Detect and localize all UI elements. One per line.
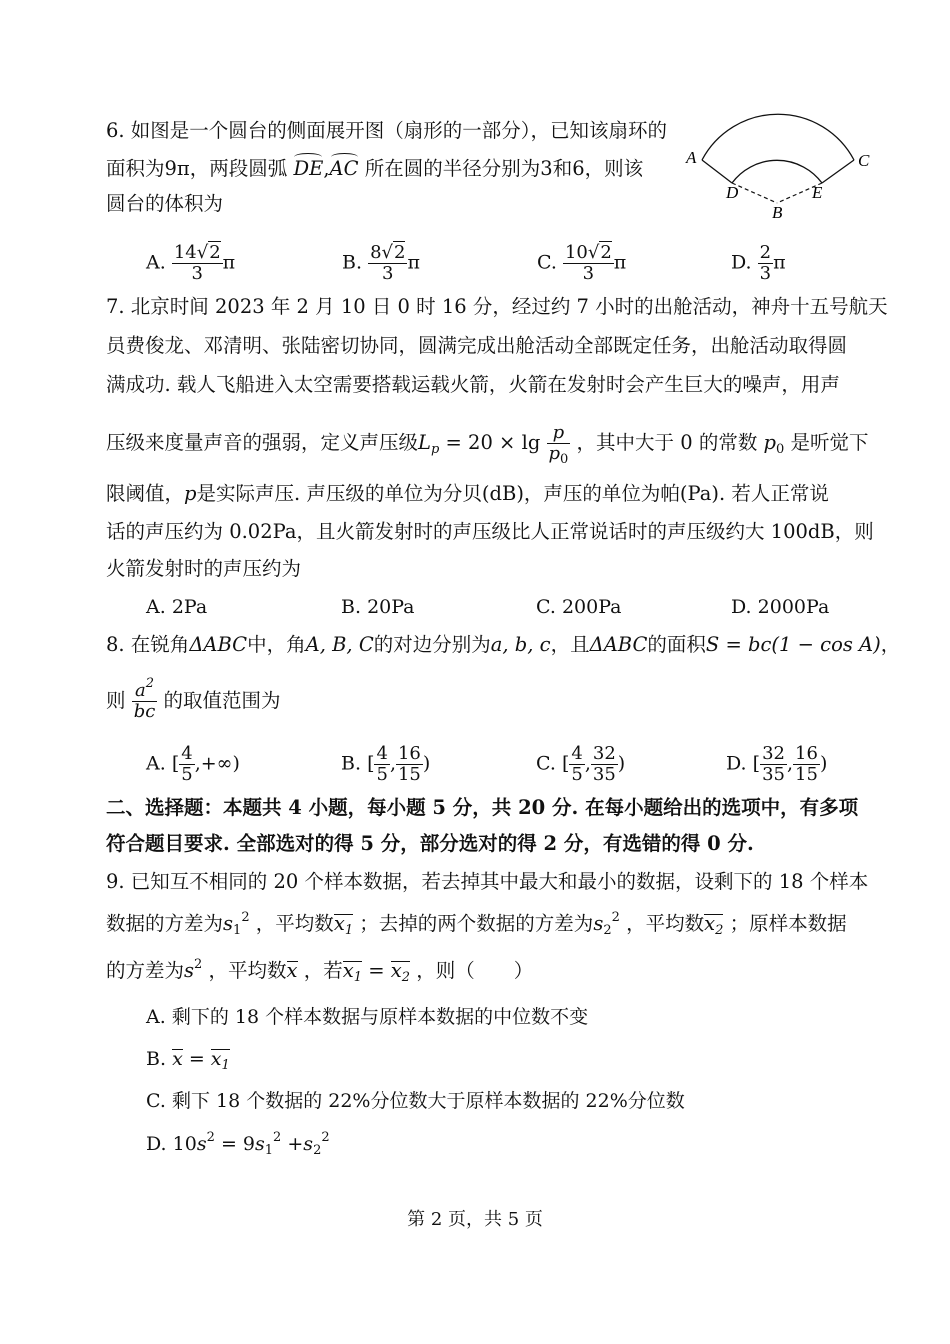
q9-line-1: 9. 已知互不相同的 20 个样本数据，若去掉其中最大和最小的数据，设剩下的 18 个样本 [106,870,869,893]
point-a-label: A [686,148,697,167]
section-2-line-2: 符合题目要求. 全部选对的得 5 分，部分选对的得 2 分，有选错的得 0 分. [106,832,754,855]
q6-line-1: 6. 如图是一个圆台的侧面展开图（扇形的一部分），已知该扇环的 [106,119,668,142]
q9-line-3: 的方差为$s^2$ ，平均数x ，若$x_1 = x_2$ ，则（ ） [106,957,534,985]
q7-line-2: 员费俊龙、邓清明、张陆密切协同，圆满完成出舱活动全部既定任务，出舱活动取得圆 [106,334,848,357]
arc-ac: AC [329,157,359,180]
q7-option-c[interactable]: C. 200Pa [536,596,622,618]
point-e-label: E [812,183,823,202]
q8-option-d[interactable]: D. [ $\frac{32}{35}$ , $\frac{16}{15}$ ) [726,743,828,785]
q7-option-b[interactable]: B. 20Pa [341,596,415,618]
q8-line-2: 则 $\frac{a^2}{bc}$ 的取值范围为 [106,676,281,722]
q9-option-a[interactable]: A. 剩下的 18 个样本数据与原样本数据的中位数不变 [146,1006,589,1028]
q9-option-b[interactable]: B. $x = x_1$ [146,1048,230,1073]
q8-option-b[interactable]: B. [ $\frac{4}{5}$ , $\frac{16}{15}$ ) [341,743,431,785]
q6-line-2: 面积为9π，两段圆弧 DE,AC 所在圆的半径分别为3和6，则该 [106,157,644,180]
q7-line-6: 话的声压约为 0.02Pa，且火箭发射时的声压级比人正常说话时的声压级约大 100dB，则 [106,520,874,543]
page-footer: 第 2 页，共 5 页 [407,1209,543,1230]
q7-option-a[interactable]: A. 2Pa [146,596,208,618]
section-2-line-1: 二、选择题：本题共 4 小题，每小题 5 分，共 20 分. 在每小题给出的选项中，有多项 [106,796,859,819]
q9-option-d[interactable]: D. $10s^2 = 9s_1^2 +s_2^2$ [146,1130,330,1158]
q7-option-d[interactable]: D. 2000Pa [731,596,830,618]
q6-option-d[interactable]: D. $\frac{2}{3}$ π [731,242,786,284]
point-c-label: C [858,151,870,170]
point-d-label: D [726,183,739,202]
q7-line-4: 压级来度量声音的强弱，定义声压级$L_p = 20 \times \lg$ $\frac{p}{p_0}$ ，其中大于 0 的常数 $p_0$ 是听觉下 [106,422,869,467]
q6-option-a[interactable]: A. $\frac{14√2}{3}$ π [146,242,236,284]
q7-line-1: 7. 北京时间 2023 年 2 月 10 日 0 时 16 分，经过约 7 小时的出舱活动，神舟十五号航天 [106,295,888,318]
q9-line-2: 数据的方差为$s_1^2$ ，平均数$x_1$ ；去掉的两个数据的方差为$s_2^2$ ，平均数$x_2$ ；原样本数据 [106,910,847,938]
q6-option-c[interactable]: C. $\frac{10√2}{3}$ π [537,242,627,284]
q6-option-b[interactable]: B. $\frac{8√2}{3}$ π [342,242,420,284]
sector-figure [680,108,880,223]
radius-ad [702,160,732,183]
point-b-label: B [772,203,783,222]
q9-option-c[interactable]: C. 剩下 18 个数据的 22%分位数大于原样本数据的 22%分位数 [146,1090,685,1112]
outer-arc-ac [702,114,854,160]
arc-de: DE [293,157,324,180]
q8-line-1: 8. 在锐角ΔABC中，角A, B, C的对边分别为a, b, c，且ΔABC的面积S = bc(1 − cos A)， [106,633,901,656]
q7-line-3: 满成功. 载人飞船进入太空需要搭载运载火箭，火箭在发射时会产生巨大的噪声，用声 [106,373,840,396]
q7-line-7: 火箭发射时的声压约为 [106,557,302,580]
q8-option-c[interactable]: C. [ $\frac{4}{5}$ , $\frac{32}{35}$ ) [536,743,626,785]
q6-line-3: 圆台的体积为 [106,192,224,215]
q8-option-a[interactable]: A. [ $\frac{4}{5}$ ,+∞) [146,743,240,785]
q7-line-5: 限阈值，p是实际声压. 声压级的单位为分贝(dB)，声压的单位为帕(Pa). 若人正常说 [106,482,829,505]
radius-db [732,183,777,203]
radius-ce [822,160,854,183]
inner-arc-de [732,160,822,183]
